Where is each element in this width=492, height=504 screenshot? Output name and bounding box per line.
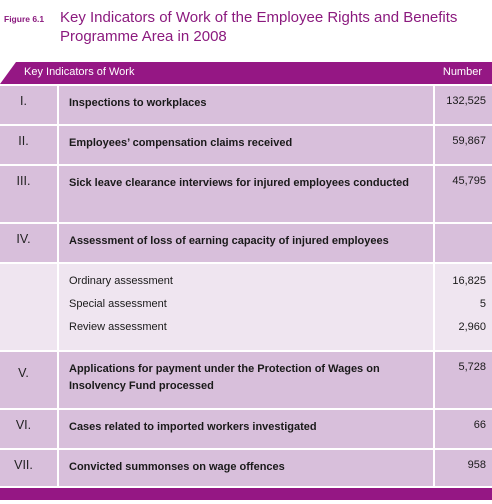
sub-rows-block: [0, 264, 492, 350]
table-row: [0, 224, 492, 262]
table-footer-bar: [0, 488, 492, 500]
row-description: Cases related to imported workers investigated: [59, 410, 433, 448]
row-number: VI.: [0, 410, 57, 448]
row-description: Sick leave clearance interviews for injured employees conducted: [59, 166, 433, 222]
row-value: 958: [435, 450, 492, 486]
row-description: Applications for payment under the Protection of Wages on Insolvency Fund processed: [59, 352, 433, 408]
row-number: III.: [0, 166, 57, 222]
row-number: VII.: [0, 450, 57, 486]
table-header: [0, 62, 492, 84]
row-description: Convicted summonses on wage offences: [59, 450, 433, 486]
sub-row-label: Review assessment: [69, 321, 167, 333]
table-row: [0, 450, 492, 486]
table-row: [0, 126, 492, 164]
figure-label: Figure 6.1: [4, 14, 45, 24]
row-value: 5,728: [435, 352, 492, 408]
row-number: IV.: [0, 224, 57, 262]
sub-row-label: Special assessment: [69, 298, 167, 310]
header-corner-cut: [0, 62, 16, 84]
sub-row-values: [435, 264, 492, 350]
sub-row-value: 2,960: [458, 321, 486, 333]
row-description: Assessment of loss of earning capacity of injured employees: [59, 224, 433, 262]
table-row: [0, 166, 492, 222]
row-number-empty: [0, 264, 57, 350]
sub-row-label: Ordinary assessment: [69, 275, 173, 287]
row-description: Inspections to workplaces: [59, 86, 433, 124]
table-row: [0, 352, 492, 408]
row-value: 132,525: [435, 86, 492, 124]
row-value: 59,867: [435, 126, 492, 164]
table-row: [0, 86, 492, 124]
table-row: [0, 410, 492, 448]
sub-row-value: 16,825: [452, 275, 486, 287]
figure-title: Key Indicators of Work of the Employee Rights and Benefits Programme Area in 2008: [60, 9, 458, 45]
header-indicator: Key Indicators of Work: [24, 66, 135, 78]
row-value: 66: [435, 410, 492, 448]
row-number: I.: [0, 86, 57, 124]
indicators-table: [0, 62, 492, 500]
sub-row-value: 5: [479, 298, 486, 310]
row-value: 45,795: [435, 166, 492, 222]
row-number: II.: [0, 126, 57, 164]
row-description: Employees’ compensation claims received: [59, 126, 433, 164]
row-value: [435, 224, 492, 262]
row-number: V.: [0, 352, 57, 408]
sub-row-descriptions: [59, 264, 433, 350]
header-number: Number: [442, 66, 482, 78]
